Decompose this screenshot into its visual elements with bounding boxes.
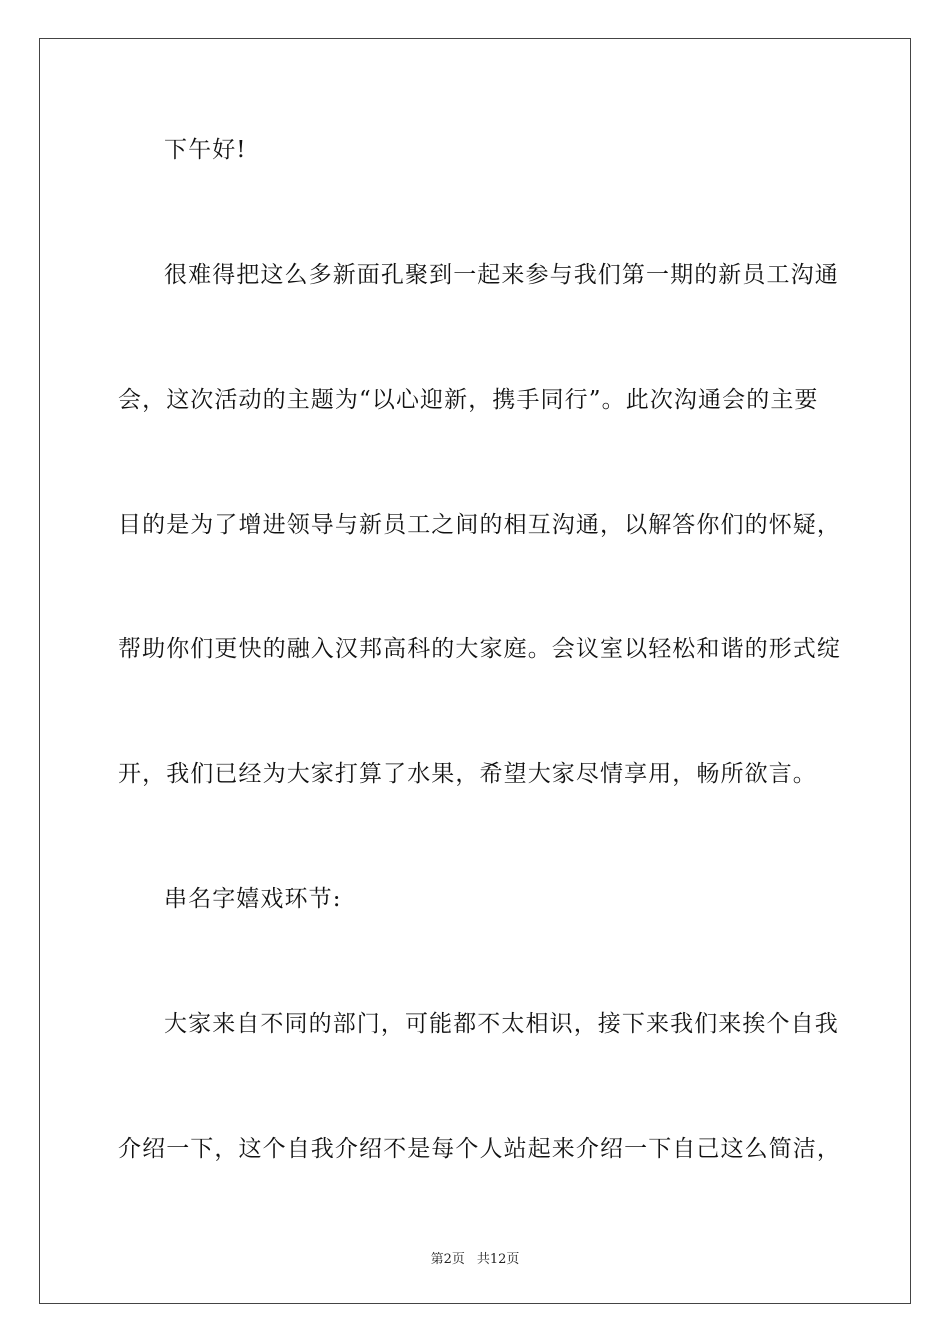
paragraph-line: 目的是为了增进领导与新员工之间的相互沟通，以解答你们的怀疑， — [118, 512, 841, 538]
page-border — [39, 38, 911, 1304]
page-number-current: 第2页 — [430, 1252, 465, 1267]
paragraph-line: 帮助你们更快的融入汉邦高科的大家庭。会议室以轻松和谐的形式绽 — [118, 636, 841, 662]
paragraph-line: 很难得把这么多新面孔聚到一起来参与我们第一期的新员工沟通 — [164, 262, 839, 288]
paragraph-line: 介绍一下，这个自我介绍不是每个人站起来介绍一下自己这么简洁， — [118, 1136, 841, 1162]
greeting-line: 下午好! — [164, 137, 247, 163]
section-heading: 串名字嬉戏环节: — [164, 886, 342, 912]
page-footer — [0, 1248, 950, 1267]
paragraph-line: 开，我们已经为大家打算了水果，希望大家尽情享用，畅所欲言。 — [118, 761, 817, 787]
paragraph-line: 大家来自不同的部门，可能都不太相识，接下来我们来挨个自我 — [164, 1011, 839, 1037]
paragraph-line: 会，这次活动的主题为“以心迎新，携手同行”。此次沟通会的主要 — [118, 387, 819, 413]
page-number-total: 共12页 — [476, 1252, 520, 1267]
